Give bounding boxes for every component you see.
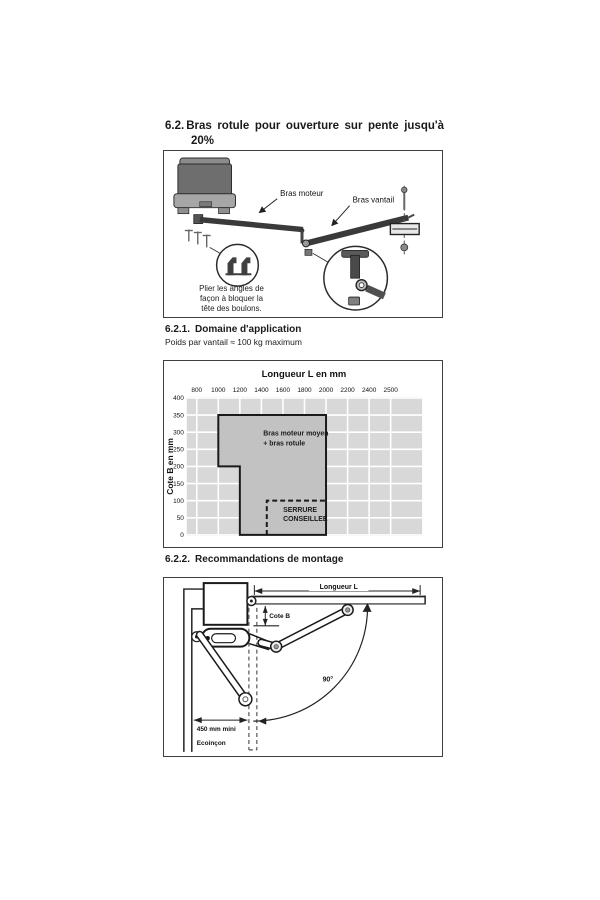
section-heading-6-2-1 (165, 324, 444, 336)
x-tick-label: 2400 (361, 386, 377, 394)
cote-b-label: Cote B (269, 612, 290, 620)
svg-text:+ bras rotule: + bras rotule (263, 440, 306, 448)
mounting-figure (163, 577, 443, 757)
section-heading-6-2-2 (165, 554, 444, 566)
ball-joint-leader-line (313, 253, 330, 263)
screw-icon (401, 187, 407, 193)
bolt-nut (305, 249, 312, 255)
x-tick-label: 1800 (297, 386, 312, 394)
weight-spec-text: Poids par vantail ≈ 100 kg maximum (165, 337, 302, 347)
x-tick-label: 1000 (211, 386, 226, 394)
y-tick-label: 0 (180, 532, 184, 540)
section-number: 6.2.2. (165, 554, 191, 565)
section-number: 6.2. (165, 120, 185, 132)
assembly-drawing (164, 151, 442, 317)
chart-canvas (164, 361, 442, 547)
motor-unit (174, 158, 236, 214)
longueur-dimension (254, 582, 420, 595)
hinge-pivot-center (250, 599, 253, 602)
ball-pin (351, 255, 360, 278)
section-heading-6-2 (165, 120, 444, 147)
y-tick-label: 400 (173, 395, 184, 403)
x-tick-label: 2500 (383, 386, 398, 394)
y-tick-label: 300 (173, 429, 184, 437)
assembly-figure (163, 150, 443, 318)
section-title: Domaine d'application (195, 324, 302, 335)
svg-text:Plier les angles de: Plier les angles de (199, 284, 264, 294)
x-tick-label: 2000 (318, 386, 334, 394)
mounting-drawing (164, 578, 442, 756)
nut (349, 297, 360, 305)
x-tick-label: 1400 (254, 386, 269, 394)
y-axis-label: Cote B en mm (164, 438, 175, 495)
x-tick-label: 800 (191, 386, 203, 394)
svg-text:façon à bloquer la: façon à bloquer la (199, 294, 264, 304)
section-title-line2: 20% (191, 134, 215, 147)
fixing-screws (185, 230, 211, 248)
ball-joint-inset (324, 246, 388, 310)
bras-vantail-leader-arrow (332, 206, 350, 226)
arm-closed-position (261, 604, 353, 652)
gate-leaf-closed (251, 596, 425, 605)
min-width-dimension (194, 717, 248, 747)
angle-label: 90° (322, 676, 334, 684)
section-title-line1: Bras rotule pour ouverture sur pente jusqu'à (186, 120, 444, 132)
svg-text:SERRURE: SERRURE (283, 507, 318, 515)
y-tick-label: 200 (173, 463, 184, 471)
svg-text:CONSEILLEE: CONSEILLEE (283, 516, 328, 524)
pillar (204, 583, 248, 625)
longueur-label: Longueur L (319, 584, 358, 592)
svg-text:Bras moteur moyen: Bras moteur moyen (263, 430, 329, 438)
nut (401, 244, 408, 251)
min-width-label: 450 mm mini (196, 726, 236, 734)
gate-leaf-open-dashed (249, 608, 257, 750)
y-tick-label: 350 (173, 412, 184, 420)
bras-vantail-label: Bras vantail (352, 195, 395, 205)
fold-angles-note (199, 284, 264, 313)
y-tick-label: 100 (173, 497, 184, 505)
bent-angles-inset (217, 244, 259, 286)
x-tick-label: 2200 (340, 386, 355, 394)
swing-arc (253, 603, 371, 725)
chart-title: Longueur L en mm (261, 368, 347, 380)
bras-moteur-label: Bras moteur (280, 188, 324, 198)
x-tick-label: 1600 (275, 386, 291, 394)
application-domain-chart (163, 360, 443, 548)
section-title: Recommandations de montage (195, 554, 344, 565)
y-tick-label: 50 (176, 515, 184, 523)
motor-arm (194, 215, 305, 244)
y-tick-label: 250 (173, 446, 184, 454)
x-tick-label: 1200 (232, 386, 248, 394)
svg-text:tête des boulons.: tête des boulons. (201, 303, 262, 313)
bras-moteur-leader-arrow (259, 199, 277, 213)
ecoincon-label: Ecoinçon (196, 739, 226, 747)
cote-b-dimension (253, 606, 290, 626)
section-number: 6.2.1. (165, 324, 191, 335)
y-tick-label: 150 (173, 480, 184, 488)
